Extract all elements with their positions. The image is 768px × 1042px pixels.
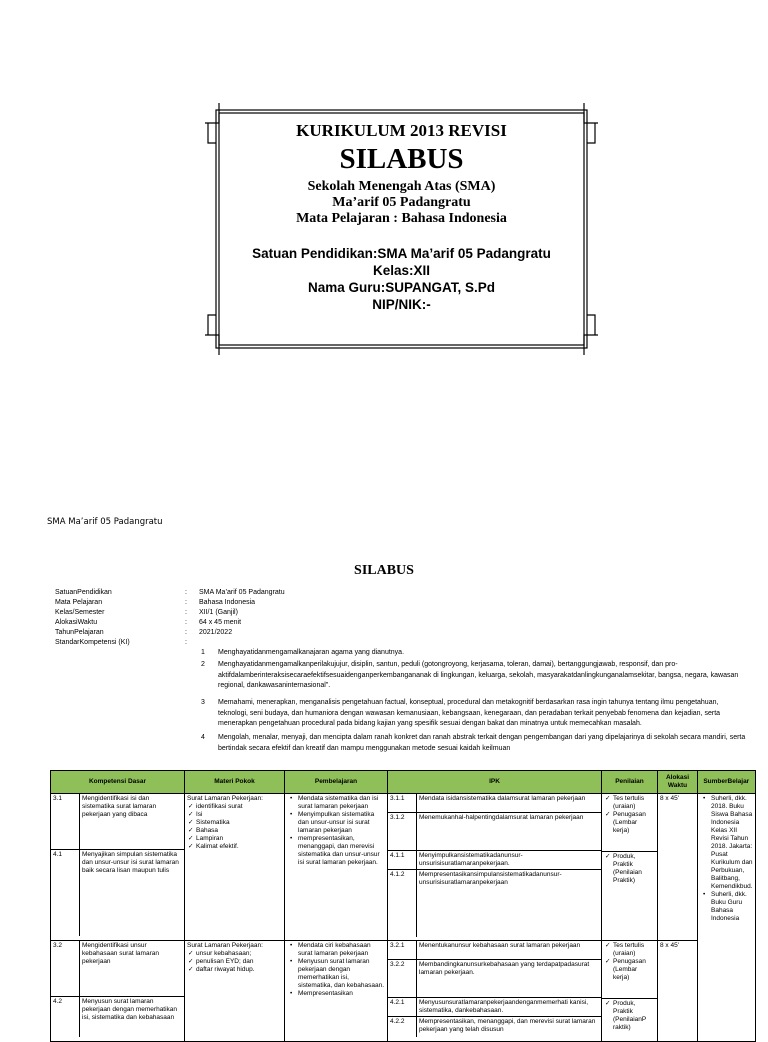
school-type: Sekolah Menengah Atas (SMA) — [307, 179, 496, 194]
ipk-cell: 3.1.1 Mendata isidansistematika dalamsurat lamaran pekerjaan 3.1.2 Menemukanhal-halpentingdalamsurat lamaran pekerjaan 4.1.1 Menyimpulkansistematikadanunsur-unsurisisuratlamaranpekerjaan. 4.1.2 Mempresentasikansimpulansistematikadanunsur-unsurisisuratlamaranpekerjaan — [388, 794, 602, 941]
alokasi-cell: 8 x 45' — [658, 941, 698, 1042]
class-line: Kelas:XII — [372, 263, 431, 278]
col-materi: Materi Pokok — [185, 771, 285, 794]
pembelajaran-cell: • Mendata sistematika dan isi surat lamaran pekerjaan • Menyimpulkan sistematika dan unsur-unsur isi surat lamaran pekerjaan • mempresentasikan, menanggapi, dan merevisi sistematika dan unsur-unsur isi surat lamaran pekerjaan. — [285, 794, 388, 941]
school-name: Ma’arif 05 Padangratu — [332, 195, 471, 210]
teacher-line: Nama Guru:SUPANGAT, S.Pd — [307, 280, 496, 295]
cover-title: SILABUS — [339, 143, 464, 175]
cover-frame — [205, 103, 598, 355]
page-title: SILABUS — [354, 563, 414, 578]
table-row — [51, 941, 756, 1042]
col-sumber: SumberBelajar — [698, 771, 756, 794]
curriculum-title: KURIKULUM 2013 REVISI — [296, 121, 507, 140]
materi-cell: Surat Lamaran Pekerjaan: ✓ unsur kebahasaan; ✓ penulisan EYD; dan ✓ daftar riwayat hidup. — [185, 941, 285, 1042]
col-kd: Kompetensi Dasar — [51, 771, 185, 794]
kd-cell: 3.1 Mengidentifikasi isi dan sistematika surat lamaran pekerjaan yang dibaca 4.1 Menyajikan simpulan sistematika dan unsur-unsur isi surat lamaran baik secara lisan maupun tulis — [51, 794, 185, 941]
col-ipk: IPK — [388, 771, 602, 794]
penilaian-cell: ✓ Tes tertulis (uraian) ✓ Penugasan (Lembar kerja) ✓ Produk, Praktik (PenilaianP raktik) — [602, 941, 658, 1042]
col-penilaian: Penilaian — [602, 771, 658, 794]
subject-line: Mata Pelajaran : Bahasa Indonesia — [296, 211, 507, 226]
alokasi-cell: 8 x 45' — [658, 794, 698, 941]
nip-line: NIP/NIK:- — [372, 297, 431, 312]
col-alokasi: Alokasi Waktu — [658, 771, 698, 794]
page-header: SMA Ma’arif 05 Padangratu — [47, 517, 163, 527]
unit-line: Satuan Pendidikan:SMA Ma’arif 05 Padangratu — [252, 246, 551, 261]
kd-cell: 3.2 Mengidentifikasi unsur kebahasaan surat lamaran pekerjaan 4.2 Menyusun surat lamaran pekerjaan dengan memerhatikan isi, sistematika dan kebahasaan — [51, 941, 185, 1042]
sumber-cell: • Suherli, dkk. 2018. Buku Siswa Bahasa Indonesia Kelas XII Revisi Tahun 2018. Jakarta: Pusat Kurikulum dan Perbukuan, Balitbang, Kemendikbud. • Suherli, dkk. Buku Guru Bahasa Indonesia — [698, 794, 756, 1042]
col-pembelajaran: Pembelajaran — [285, 771, 388, 794]
syllabus-table — [50, 770, 756, 1042]
materi-cell: Surat Lamaran Pekerjaan: ✓ identifikasi surat ✓ Isi ✓ Sistematika ✓ Bahasa ✓ Lampiran ✓ Kalimat efektif. — [185, 794, 285, 941]
table-row — [51, 794, 756, 941]
table-header — [51, 771, 756, 794]
ipk-cell: 3.2.1 Menentukanunsur kebahasaan surat lamaran pekerjaan 3.2.2 Membandingkanunsurkebahasaan yang terdapatpadasurat lamaran pekerjaan. 4.2.1 Menyusunsuratlamaranpekerjaandenganmemerhati kanisi, sistematika, dankebahasaan. 4.2.2 Mempresentasikan, menanggapi, dan merevisi surat lamaran pekerjaan yang telah disusun — [388, 941, 602, 1042]
penilaian-cell: ✓ Tes tertulis (uraian) ✓ Penugasan (Lembar kerja) ✓ Produk, Praktik (Penilaian Praktik) — [602, 794, 658, 941]
pembelajaran-cell: • Mendata ciri kebahasaan surat lamaran pekerjaan • Menyusun surat lamaran pekerjaan dengan memerhatikan isi, sistematika, dan kebahasaan. • Mempresentasikan — [285, 941, 388, 1042]
